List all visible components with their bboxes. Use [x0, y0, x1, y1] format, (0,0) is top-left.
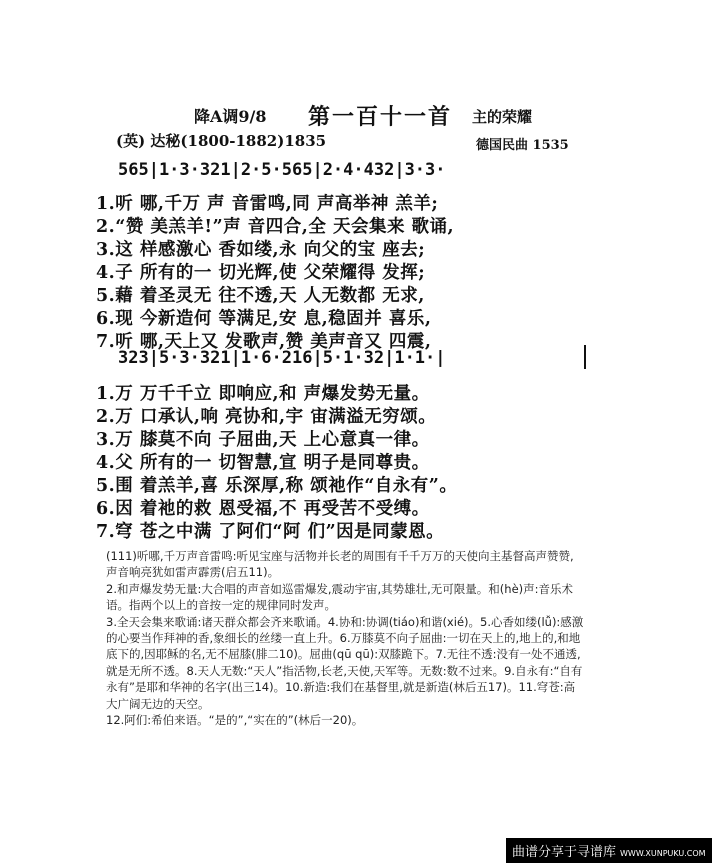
verse-line: 6.因 着祂的救 恩受福,不 再受苦不受缚。 [96, 499, 430, 519]
footer-url: WWW.XUNPUKU.COM [620, 849, 706, 858]
verse-line: 7.穹 苍之中满 了阿们“阿 们”因是同蒙恩。 [96, 522, 445, 542]
composer-credit: (英) 达秘(1800-1882)1835 [116, 132, 327, 150]
verse-line: 4.子 所有的一 切光辉,使 父荣耀得 发挥; [96, 263, 426, 283]
verse-line: 4.父 所有的一 切智慧,宣 明子是同尊贵。 [96, 453, 430, 473]
footer-label: 曲谱分享于寻谱库 [512, 845, 617, 860]
score-line-2: 323|5·3·321|1·6·216|5·1·32|1·1·| [118, 348, 446, 368]
verse-line: 7.听 哪,天上又 发歌声,赞 美声音又 四震, [96, 332, 432, 352]
verse-line: 3.万 膝莫不向 子屈曲,天 上心意真一律。 [96, 430, 430, 450]
note-paragraph: 3.全天会集来歌诵:诸天群众都会齐来歌诵。4.协和:协调(tiáo)和谐(xié)。5.心香如缕(lǚ):感激的心要当作拜神的香,象细长的丝缕一直上升。6.万膝莫不向子屈曲:一切在天上的,地上的,和地底下的,因耶稣的名,无不屈膝(腓二10)。屈曲(qū qū):双膝跪下。7.无往不透:没有一处不通透,就是无所不透。8.天人无数:“天人”指活物,长老,天使,天军等。无数:数不过来。9.自永有:“自有永有”是耶和华神的名字(出三14)。10.新造:我们在基督里,就是新造(林后五17)。11.穹苍:高大广阔无边的天空。 [106, 614, 584, 711]
key-signature: 降A调9/8 [194, 107, 267, 126]
verse-line: 1.听 哪,千万 声 音雷鸣,同 声高举神 羔羊; [96, 194, 439, 214]
score-line-1: 565|1·3·321|2·5·565|2·4·432|3·3· [118, 160, 446, 180]
annotation-notes [106, 548, 584, 728]
verse-line: 6.现 今新造何 等满足,安 息,稳固并 喜乐, [96, 309, 432, 329]
verse-line: 5.藉 着圣灵无 往不透,天 人无数都 无求, [96, 286, 425, 306]
verse-line: 3.这 样感激心 香如缕,永 向父的宝 座去; [96, 240, 426, 260]
tune-source: 德国民曲 1535 [476, 138, 569, 153]
verse-line: 2.万 口承认,响 亮协和,宇 宙满溢无穷颂。 [96, 407, 437, 427]
note-paragraph: 12.阿们:希伯来语。“是的”,“实在的”(林后一20)。 [106, 713, 364, 728]
hymn-title: 第一百十一首 [308, 104, 453, 130]
note-paragraph: 2.和声爆发势无量:大合唱的声音如巡雷爆发,震动宇宙,其势雄壮,无可限量。和(hè)声:音乐术语。指两个以上的音按一定的规律同时发声。 [106, 581, 574, 613]
final-barline [584, 345, 586, 369]
verse-line: 1.万 万千千立 即响应,和 声爆发势无量。 [96, 384, 430, 404]
watermark-footer [506, 838, 712, 863]
hymn-subtitle: 主的荣耀 [472, 108, 533, 126]
note-paragraph: (111)听哪,千万声音雷鸣:听见宝座与活物并长老的周围有千千万万的天使向主基督高声赞赞,声音响亮犹如雷声霹雳(启五11)。 [106, 549, 574, 580]
verse-line: 2.“赞 美羔羊!”声 音四合,全 天会集来 歌诵, [96, 217, 455, 237]
verse-line: 5.围 着羔羊,喜 乐深厚,称 颂祂作“自永有”。 [96, 476, 458, 496]
